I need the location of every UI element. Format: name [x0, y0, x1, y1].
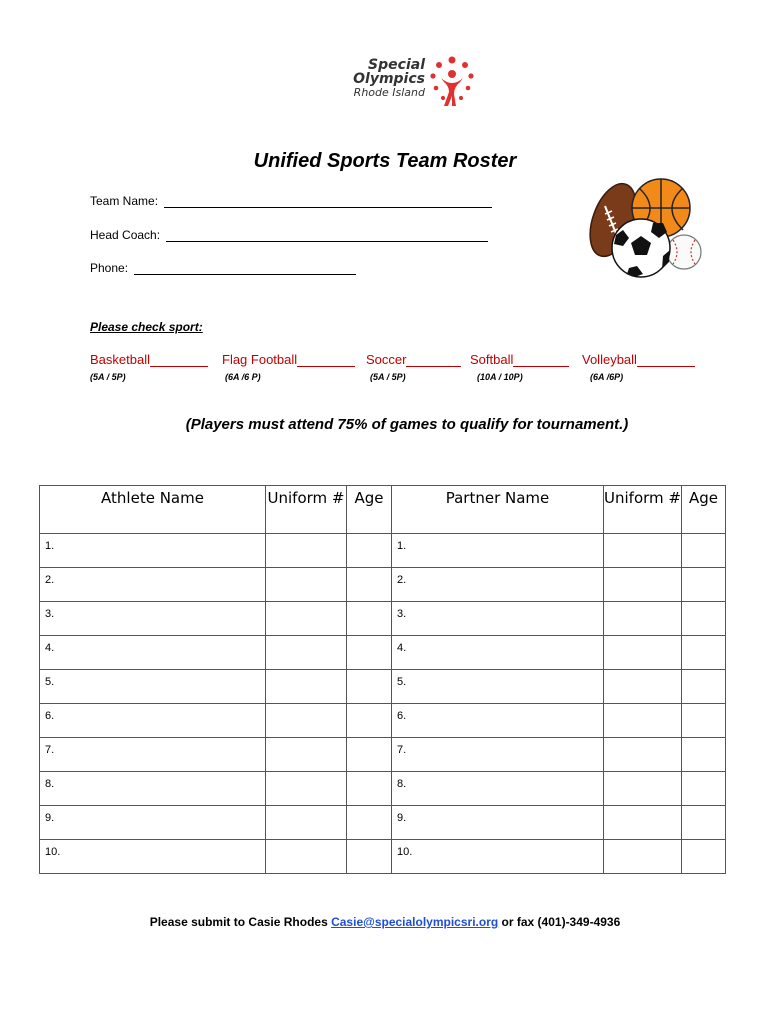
sport-option-soccer[interactable]	[366, 352, 461, 367]
athlete-age-cell[interactable]	[347, 840, 392, 874]
athlete-uniform-header: Uniform #	[266, 486, 347, 534]
partner-uniform-cell[interactable]	[604, 636, 682, 670]
sport-note-basketball: (5A / 5P)	[90, 372, 126, 382]
team-name-field	[90, 194, 492, 208]
athlete-age-cell[interactable]	[347, 772, 392, 806]
special-olympics-logo	[335, 52, 495, 114]
sport-check-line[interactable]	[513, 354, 569, 367]
table-row	[40, 806, 726, 840]
athlete-uniform-cell[interactable]	[266, 772, 347, 806]
partner-uniform-header: Uniform #	[604, 486, 682, 534]
sport-note-soccer: (5A / 5P)	[370, 372, 406, 382]
logo-line-2: Olympics	[353, 71, 425, 87]
footer-prefix: Please submit to Casie Rhodes	[149, 915, 332, 929]
athlete-name-header: Athlete Name	[40, 486, 266, 534]
athlete-uniform-cell[interactable]	[266, 704, 347, 738]
head-coach-blank[interactable]	[166, 229, 488, 242]
partner-age-cell[interactable]	[682, 806, 726, 840]
partner-age-cell[interactable]	[682, 738, 726, 772]
sports-balls-illustration	[583, 178, 705, 278]
partner-name-cell[interactable]: 2.	[392, 568, 604, 602]
athlete-age-cell[interactable]	[347, 670, 392, 704]
phone-blank[interactable]	[134, 262, 356, 275]
head-coach-field	[90, 228, 488, 242]
sport-option-softball[interactable]	[470, 352, 569, 367]
partner-uniform-cell[interactable]	[604, 806, 682, 840]
athlete-uniform-cell[interactable]	[266, 840, 347, 874]
table-row	[40, 670, 726, 704]
special-olympics-emblem-icon	[427, 54, 477, 110]
partner-age-cell[interactable]	[682, 602, 726, 636]
table-row	[40, 568, 726, 602]
sport-check-line[interactable]	[637, 354, 695, 367]
athlete-uniform-cell[interactable]	[266, 568, 347, 602]
table-row	[40, 772, 726, 806]
partner-age-cell[interactable]	[682, 568, 726, 602]
partner-name-cell[interactable]: 5.	[392, 670, 604, 704]
team-name-blank[interactable]	[164, 195, 492, 208]
head-coach-label: Head Coach:	[90, 228, 161, 242]
table-row	[40, 704, 726, 738]
athlete-name-cell[interactable]: 5.	[40, 670, 266, 704]
sport-note-softball: (10A / 10P)	[477, 372, 523, 382]
sport-check-line[interactable]	[297, 354, 355, 367]
partner-age-cell[interactable]	[682, 704, 726, 738]
team-name-label: Team Name:	[90, 194, 159, 208]
baseball-icon	[667, 235, 701, 269]
footer-suffix: or fax (401)-349-4936	[498, 915, 621, 929]
athlete-uniform-cell[interactable]	[266, 738, 347, 772]
sport-option-flag-football[interactable]	[222, 352, 355, 367]
athlete-name-cell[interactable]: 9.	[40, 806, 266, 840]
partner-name-cell[interactable]: 4.	[392, 636, 604, 670]
table-row	[40, 534, 726, 568]
athlete-age-cell[interactable]	[347, 636, 392, 670]
partner-age-cell[interactable]	[682, 534, 726, 568]
athlete-uniform-cell[interactable]	[266, 670, 347, 704]
athlete-name-cell[interactable]: 1.	[40, 534, 266, 568]
athlete-age-cell[interactable]	[347, 738, 392, 772]
partner-name-cell[interactable]: 10.	[392, 840, 604, 874]
athlete-name-cell[interactable]: 6.	[40, 704, 266, 738]
partner-name-cell[interactable]: 8.	[392, 772, 604, 806]
sport-option-basketball[interactable]	[90, 352, 208, 367]
athlete-uniform-cell[interactable]	[266, 806, 347, 840]
partner-uniform-cell[interactable]	[604, 568, 682, 602]
submission-footer	[0, 915, 770, 929]
table-row	[40, 636, 726, 670]
sport-note-volleyball: (6A /6P)	[590, 372, 624, 382]
partner-age-cell[interactable]	[682, 772, 726, 806]
partner-uniform-cell[interactable]	[604, 534, 682, 568]
table-row	[40, 840, 726, 874]
roster-body	[40, 534, 726, 874]
partner-name-cell[interactable]: 9.	[392, 806, 604, 840]
sport-name: Volleyball	[582, 352, 637, 367]
athlete-name-cell[interactable]: 2.	[40, 568, 266, 602]
page-title: Unified Sports Team Roster	[253, 150, 517, 172]
partner-age-cell[interactable]	[682, 670, 726, 704]
sport-option-volleyball[interactable]	[582, 352, 695, 367]
sport-name: Soccer	[366, 352, 407, 367]
check-sport-label: Please check sport:	[90, 320, 203, 334]
phone-label: Phone:	[90, 261, 129, 275]
athlete-age-header: Age	[347, 486, 392, 534]
logo-wordmark	[335, 58, 425, 100]
sport-name: Flag Football	[222, 352, 298, 367]
attendance-notice: (Players must attend 75% of games to qualify for tournament.)	[185, 416, 629, 433]
partner-age-cell[interactable]	[682, 840, 726, 874]
athlete-name-cell[interactable]: 4.	[40, 636, 266, 670]
athlete-name-cell[interactable]: 10.	[40, 840, 266, 874]
partner-name-cell[interactable]: 6.	[392, 704, 604, 738]
athlete-uniform-cell[interactable]	[266, 534, 347, 568]
sport-check-line[interactable]	[406, 354, 461, 367]
partner-name-cell[interactable]: 7.	[392, 738, 604, 772]
partner-uniform-cell[interactable]	[604, 670, 682, 704]
athlete-uniform-cell[interactable]	[266, 636, 347, 670]
athlete-age-cell[interactable]	[347, 806, 392, 840]
partner-name-cell[interactable]: 1.	[392, 534, 604, 568]
roster-table	[39, 485, 726, 874]
phone-field	[90, 261, 356, 275]
athlete-name-cell[interactable]: 3.	[40, 602, 266, 636]
partner-age-cell[interactable]	[682, 636, 726, 670]
roster-header-row	[40, 486, 726, 534]
partner-uniform-cell[interactable]	[604, 840, 682, 874]
partner-age-header: Age	[682, 486, 726, 534]
partner-uniform-cell[interactable]	[604, 602, 682, 636]
athlete-uniform-cell[interactable]	[266, 602, 347, 636]
partner-name-header: Partner Name	[392, 486, 604, 534]
partner-uniform-cell[interactable]	[604, 738, 682, 772]
athlete-age-cell[interactable]	[347, 534, 392, 568]
email-link[interactable]: Casie@specialolympicsri.org	[331, 915, 499, 929]
partner-name-cell[interactable]: 3.	[392, 602, 604, 636]
partner-uniform-cell[interactable]	[604, 704, 682, 738]
partner-uniform-cell[interactable]	[604, 772, 682, 806]
sport-check-line[interactable]	[150, 354, 208, 367]
logo-line-1: Special	[368, 57, 425, 73]
logo-line-3: Rhode Island	[353, 86, 425, 99]
athlete-name-cell[interactable]: 8.	[40, 772, 266, 806]
sport-name: Softball	[470, 352, 514, 367]
athlete-age-cell[interactable]	[347, 568, 392, 602]
soccer-ball-icon	[612, 219, 670, 277]
athlete-name-cell[interactable]: 7.	[40, 738, 266, 772]
sport-note-flag-football: (6A /6 P)	[225, 372, 261, 382]
athlete-age-cell[interactable]	[347, 704, 392, 738]
table-row	[40, 738, 726, 772]
sport-name: Basketball	[90, 352, 150, 367]
athlete-age-cell[interactable]	[347, 602, 392, 636]
table-row	[40, 602, 726, 636]
